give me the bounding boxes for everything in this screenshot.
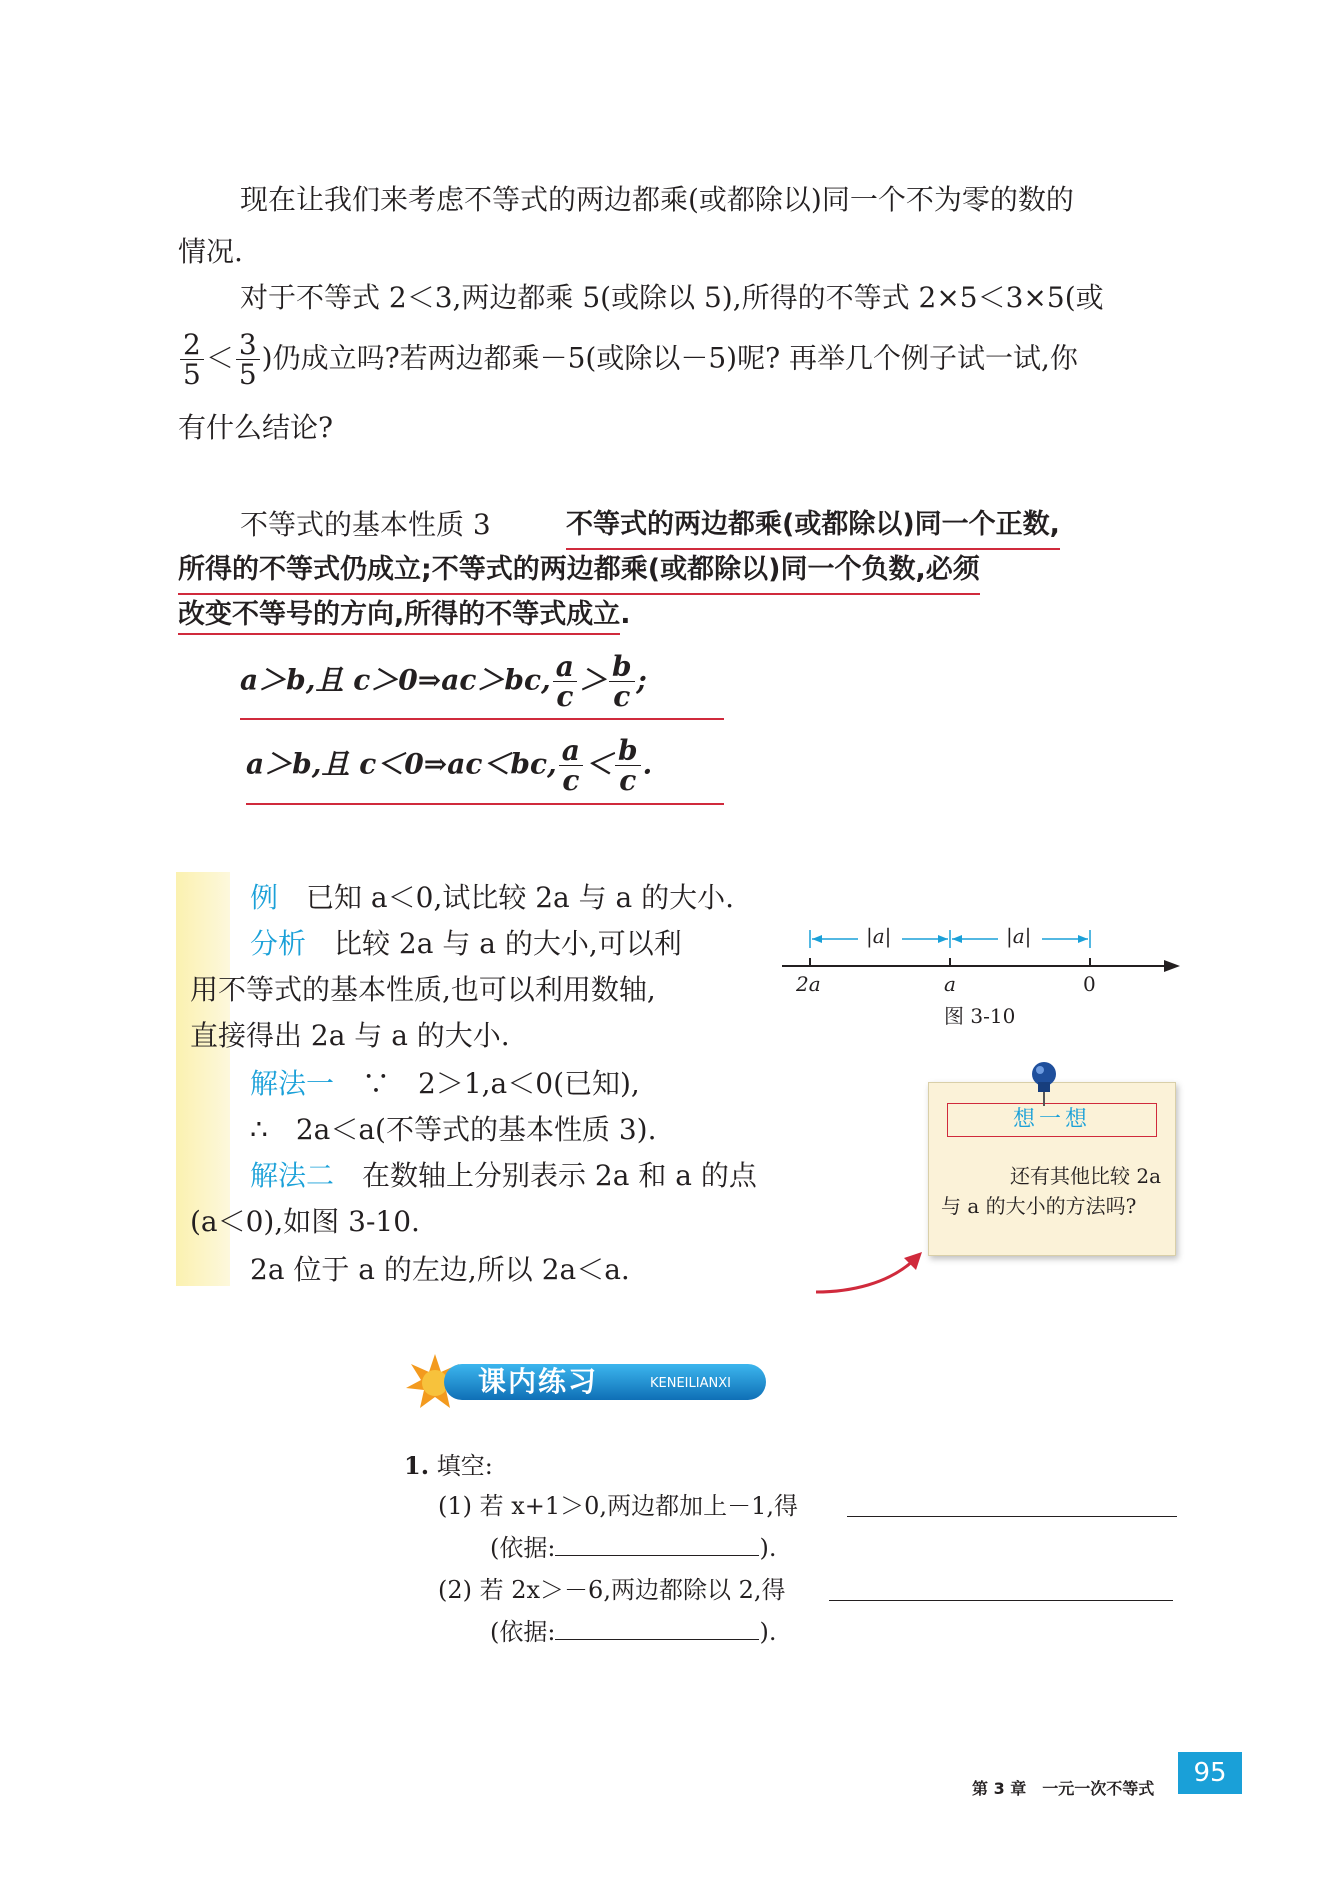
intro-line-2: 情况. (178, 235, 243, 268)
intro-line-5: 有什么结论? (178, 411, 334, 444)
think-note-line-2: 与 a 的大小的方法吗? (941, 1194, 1137, 1218)
page-number: 95 (1178, 1752, 1242, 1794)
property-label: 不等式的基本性质 3 (240, 508, 491, 541)
less-than: ＜ (205, 341, 234, 375)
intro-line-1: 现在让我们来考虑不等式的两边都乘(或都除以)同一个不为零的数的 (240, 183, 1074, 216)
abs-a-label-1: |a| (866, 924, 892, 948)
analysis-label: 分析 (250, 927, 307, 960)
property-line-3-wrap (178, 595, 631, 635)
formula-positive: a＞b,且 c＞0⇒ac＞bc, $\frac{a}{c}$ ＞ $\frac{b}{c}$ ; (240, 650, 647, 714)
basis-blank-1[interactable] (555, 1531, 759, 1556)
intro-line-3: 对于不等式 2＜3,两边都乘 5(或除以 5),所得的不等式 2×5＜3×5(或 (240, 281, 1104, 314)
answer-blank-1[interactable] (847, 1516, 1177, 1517)
example-line: 例 已知 a＜0,试比较 2a 与 a 的大小. (250, 881, 735, 914)
property-period: . (620, 599, 631, 630)
solution2-line-2: (a＜0),如图 3-10. (190, 1205, 420, 1238)
fraction-3-5: $\frac{3}{5}$ (236, 330, 260, 390)
number-line-figure (770, 920, 1190, 1000)
formula-negative: a＞b,且 c＜0⇒ac＜bc, $\frac{a}{c}$ ＜ $\frac{b}{c}$ . (246, 734, 653, 798)
fraction-2-5: $\frac{2}{5}$ (180, 330, 204, 390)
tick-label-2a: 2a (796, 972, 821, 996)
property-line-1: 不等式的两边都乘(或都除以)同一个正数, (566, 505, 1060, 550)
question-1-basis-1: (依据: ). (490, 1528, 776, 1568)
question-1-item-2: (2) 若 2x＞－6,两边都除以 2,得 (438, 1576, 786, 1604)
example-label: 例 (250, 881, 279, 914)
figure-caption: 图 3-10 (944, 1004, 1016, 1028)
solution1-line-1: 解法一 ∵ 2＞1,a＜0(已知), (250, 1067, 640, 1100)
analysis-line-2: 用不等式的基本性质,也可以利用数轴, (190, 973, 656, 1006)
solution2-label: 解法二 (250, 1159, 335, 1192)
solution2-line-3: 2a 位于 a 的左边,所以 2a＜a. (250, 1253, 630, 1286)
analysis-line-3: 直接得出 2a 与 a 的大小. (190, 1019, 510, 1052)
basis-blank-2[interactable] (555, 1615, 759, 1640)
formula-negative-underline (246, 803, 724, 805)
question-1-title: 1. 填空: (404, 1451, 493, 1480)
tick-label-0: 0 (1083, 972, 1096, 996)
practice-banner-title: 课内练习 (478, 1365, 599, 1398)
solution1-label: 解法一 (250, 1067, 335, 1100)
number-line-arrowhead (1164, 960, 1180, 972)
tick-label-a: a (944, 972, 956, 996)
abs-a-label-2: |a| (1006, 924, 1032, 948)
think-note-line-1: 还有其他比较 2a (1009, 1164, 1161, 1188)
practice-banner-sub: KENEILIANXI (650, 1376, 731, 1391)
practice-banner (404, 1360, 770, 1404)
formula-positive-underline (240, 718, 724, 720)
intro-line-4-text: )仍成立吗?若两边都乘－5(或除以－5)呢? 再举几个例子试一试,你 (261, 341, 1078, 375)
answer-blank-2[interactable] (829, 1600, 1173, 1601)
intro-line-4 (178, 330, 1078, 390)
question-1-item-1: (1) 若 x+1＞0,两边都加上－1,得 (438, 1492, 798, 1520)
question-1-basis-2: (依据: ). (490, 1612, 776, 1652)
solution2-line-1: 解法二 在数轴上分别表示 2a 和 a 的点 (250, 1159, 757, 1192)
analysis-line-1: 分析 比较 2a 与 a 的大小,可以利 (250, 927, 682, 960)
footer-chapter: 第 3 章 一元一次不等式 (972, 1779, 1155, 1798)
pushpin-icon (1026, 1060, 1062, 1110)
property-line-2: 所得的不等式仍成立;不等式的两边都乘(或都除以)同一个负数,必须 (178, 550, 980, 595)
think-note-title: 想一想 (947, 1103, 1157, 1137)
property-line-3: 改变不等号的方向,所得的不等式成立 (178, 599, 620, 635)
curved-arrow-icon (810, 1240, 930, 1300)
solution1-line-2: ∴ 2a＜a(不等式的基本性质 3). (250, 1113, 657, 1146)
